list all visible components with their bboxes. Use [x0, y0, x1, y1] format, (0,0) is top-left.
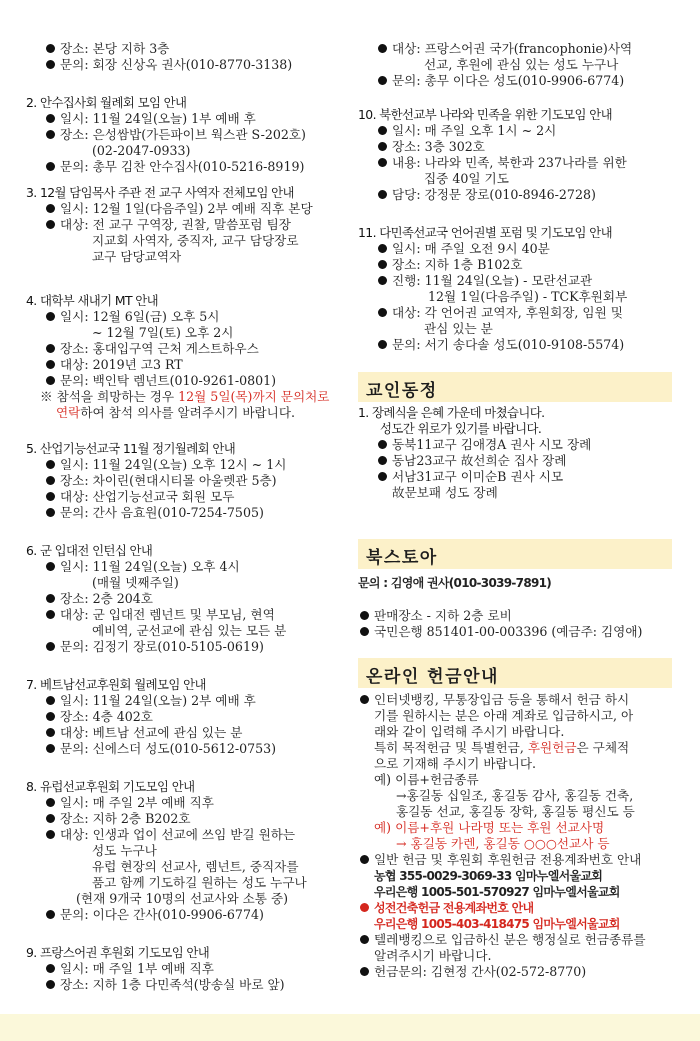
bullet-icon	[378, 440, 387, 449]
bullet-icon	[46, 728, 55, 737]
list-item: 일시: 매 주일 2부 예배 직후	[26, 795, 214, 811]
bullet-icon	[360, 903, 369, 912]
bullet-icon	[46, 162, 55, 171]
section-heading: 북스토아	[366, 548, 438, 568]
account-line: 농협 355-0029-3069-33 임마누엘서울교회	[374, 869, 603, 883]
bullet-icon	[378, 260, 387, 269]
bullet-icon	[46, 460, 55, 469]
list-item: 일반 헌금 및 후원회 후원헌금 전용계좌번호 안내	[358, 852, 641, 868]
section-header-box	[358, 539, 672, 569]
bullet-icon	[46, 610, 55, 619]
list-item: 헌금문의: 김현정 간사(02-572-8770)	[358, 964, 586, 980]
account-line: 우리은행 1005-501-570927 임마누엘서울교회	[374, 885, 620, 899]
list-item-cont: 집중 40일 기도	[424, 171, 509, 186]
bullet-icon	[46, 476, 55, 485]
list-item: 텔레뱅킹으로 입금하신 분은 행정실로 헌금종류를	[358, 932, 646, 948]
list-item: 장소: 은성쌈밥(가든파이브 웍스관 S-202호)	[26, 127, 306, 143]
bullet-icon	[46, 830, 55, 839]
list-item: 장소: 2층 204호	[26, 591, 153, 607]
section-title: 8. 유럽선교후원회 기도모임 안내	[26, 779, 195, 794]
bullet-icon	[360, 627, 369, 636]
paragraph-line: 특히 목적헌금 및 특별헌금, 후원헌금은 구체적	[374, 740, 630, 755]
list-item: 일시: 매 주일 1부 예배 직후	[26, 961, 214, 977]
list-item-cont: 성도 누구나	[92, 843, 157, 858]
bullet-icon	[378, 340, 387, 349]
section-title: 4. 대학부 새내기 MT 안내	[26, 293, 158, 308]
list-item: 문의: 김정기 장로(010-5105-0619)	[26, 639, 264, 655]
list-item: 문의: 서기 송다솔 성도(010-9108-5574)	[358, 337, 624, 353]
list-item: 장소: 지하 1층 B102호	[358, 257, 523, 273]
list-item-cont: 故문보패 성도 장례	[392, 485, 498, 500]
section-title: 6. 군 입대전 인턴십 안내	[26, 543, 153, 558]
bullet-icon	[46, 44, 55, 53]
list-item: 동북11교구 김애경A 권사 시모 장례	[358, 437, 591, 453]
bullet-icon	[46, 562, 55, 571]
bullet-icon	[46, 594, 55, 603]
list-item-cont: (매월 넷째주일)	[92, 575, 179, 590]
list-item: 내용: 나라와 민족, 북한과 237나라를 위한	[358, 155, 627, 171]
paragraph-line: 기를 원하시는 분은 아래 계좌로 입금하시고, 아	[374, 708, 634, 723]
list-item: 성전건축헌금 전용계좌번호 안내	[358, 900, 533, 916]
paragraph-line: 래와 같이 입력해 주시기 바랍니다.	[374, 724, 565, 739]
bullet-icon	[46, 642, 55, 651]
section-header-box	[358, 372, 672, 402]
bullet-icon	[46, 312, 55, 321]
news-item-title: 1. 장례식을 은혜 가운데 마쳤습니다.	[358, 405, 545, 420]
list-item: 일시: 매 주일 오후 1시 ~ 2시	[358, 123, 556, 139]
list-item: 일시: 11월 24일(오늘) 오후 4시	[26, 559, 240, 575]
example-line: →홍길동 십일조, 홍길동 감사, 홍길동 건축,	[396, 788, 634, 803]
bullet-icon	[46, 798, 55, 807]
list-item: 장소: 차이린(현대시티몰 아울렛관 5층)	[26, 473, 277, 489]
list-item: 문의: 총무 김찬 안수집사(010-5216-8919)	[26, 159, 304, 175]
list-item-cont: 선교, 후원에 관심 있는 성도 누구나	[424, 57, 619, 72]
bullet-icon	[46, 508, 55, 517]
list-item-cont: 예비역, 군선교에 관심 있는 모든 분	[92, 623, 287, 638]
notice-line: ※ 참석을 희망하는 경우 12월 5일(목)까지 문의처로	[40, 389, 330, 404]
list-item: 장소: 4층 402호	[26, 709, 153, 725]
list-item: 장소: 본당 지하 3층	[26, 41, 169, 57]
bullet-icon	[46, 712, 55, 721]
list-item: 대상: 산업기능선교국 회원 모두	[26, 489, 234, 505]
list-item: 장소: 홍대입구역 근처 게스트하우스	[26, 341, 259, 357]
bullet-icon	[46, 814, 55, 823]
list-item: 문의: 총무 이다은 성도(010-9906-6774)	[358, 73, 624, 89]
bullet-icon	[360, 855, 369, 864]
list-item: 일시: 11월 24일(오늘) 1부 예배 후	[26, 111, 256, 127]
list-item: 문의: 간사 음효원(010-7254-7505)	[26, 505, 264, 521]
list-item-cont: 지교회 사역자, 중직자, 교구 담당장로	[92, 233, 299, 248]
list-item-cont: 관심 있는 분	[424, 321, 493, 336]
bullet-icon	[46, 220, 55, 229]
bullet-icon	[378, 472, 387, 481]
list-item-cont: (현재 9개국 10명의 선교사와 소통 중)	[76, 891, 289, 906]
list-item: 대상: 인생과 업이 선교에 쓰임 받길 원하는	[26, 827, 295, 843]
example-line: 예) 이름+헌금종류	[374, 772, 479, 787]
section-title: 2. 안수집사회 월례회 모임 안내	[26, 95, 187, 110]
list-item: 장소: 3층 302호	[358, 139, 485, 155]
example-line: 홍길동 선교, 홍길동 장학, 홍길동 평신도 등	[396, 804, 635, 819]
list-item: 진행: 11월 24일(오늘) - 모란선교관	[358, 273, 592, 289]
list-item: 문의: 백인탁 렘넌트(010-9261-0801)	[26, 373, 276, 389]
bullet-icon	[46, 492, 55, 501]
section-title: 3. 12월 담임목사 주관 전 교구 사역자 전체모임 안내	[26, 185, 294, 200]
list-item: 문의: 신에스더 성도(010-5612-0753)	[26, 741, 276, 757]
section-title: 9. 프랑스어권 후원회 기도모임 안내	[26, 945, 210, 960]
contact-line: 문의 : 김영애 권사(010-3039-7891)	[358, 576, 552, 590]
list-item: 장소: 지하 2층 B202호	[26, 811, 191, 827]
section-title: 5. 산업기능선교국 11월 정기월례회 안내	[26, 441, 236, 456]
bullet-icon	[360, 695, 369, 704]
paragraph-line: 으로 기재해 주시기 바랍니다.	[374, 756, 536, 771]
list-item: 대상: 프랑스어권 국가(francophonie)사역	[358, 41, 632, 57]
list-item: 대상: 전 교구 구역장, 권찰, 말씀포럼 팀장	[26, 217, 291, 233]
bullet-icon	[46, 964, 55, 973]
notice-line: 연락하여 참석 의사를 알려주시기 바랍니다.	[56, 405, 296, 420]
section-heading: 온라인 헌금안내	[366, 667, 499, 687]
list-item: 서남31교구 이미순B 권사 시모	[358, 469, 563, 485]
list-item: 일시: 11월 24일(오늘) 오후 12시 ~ 1시	[26, 457, 286, 473]
list-item: 대상: 각 언어권 교역자, 후원회장, 임원 및	[358, 305, 623, 321]
example-line: 예) 이름+후원 나라명 또는 후원 선교사명	[374, 820, 605, 835]
list-item: 일시: 11월 24일(오늘) 2부 예배 후	[26, 693, 256, 709]
bullet-icon	[46, 910, 55, 919]
bullet-icon	[46, 696, 55, 705]
list-item: 인터넷뱅킹, 무통장입금 등을 통해서 헌금 하시	[358, 692, 629, 708]
bullet-icon	[378, 158, 387, 167]
list-item: 국민은행 851401-00-003396 (예금주: 김영애)	[358, 624, 642, 640]
bullet-icon	[360, 967, 369, 976]
list-item: 대상: 군 입대전 렘넌트 및 부모님, 현역	[26, 607, 275, 623]
bullet-icon	[378, 244, 387, 253]
bullet-icon	[46, 60, 55, 69]
list-item-cont: 유럽 현장의 선교사, 렘넌트, 중직자를	[92, 859, 299, 874]
bullet-icon	[46, 744, 55, 753]
bullet-icon	[378, 76, 387, 85]
list-item-cont: 품고 함께 기도하길 원하는 성도 누구나	[92, 875, 307, 890]
list-item: 판매장소 - 지하 2층 로비	[358, 608, 512, 624]
bullet-icon	[378, 276, 387, 285]
list-item: 문의: 회장 신상옥 권사(010-8770-3138)	[26, 57, 292, 73]
section-title: 10. 북한선교부 나라와 민족을 위한 기도모임 안내	[358, 107, 612, 122]
list-item: 일시: 12월 6일(금) 오후 5시	[26, 309, 219, 325]
list-item-cont: 12월 1일(다음주일) - TCK후원회부	[428, 289, 628, 304]
bullet-icon	[46, 114, 55, 123]
bullet-icon	[378, 142, 387, 151]
list-item: 대상: 베트남 선교에 관심 있는 분	[26, 725, 242, 741]
bullet-icon	[360, 611, 369, 620]
bullet-icon	[46, 204, 55, 213]
section-title: 11. 다민족선교국 언어권별 포럼 및 기도모임 안내	[358, 225, 612, 240]
example-line: → 홍길동 카렌, 홍길동 ○○○선교사 등	[396, 836, 610, 851]
list-item: 일시: 매 주일 오전 9시 40분	[358, 241, 550, 257]
paragraph-line: 알려주시기 바랍니다.	[374, 948, 492, 963]
bullet-icon	[378, 190, 387, 199]
list-item: 동남23교구 故선희순 집사 장례	[358, 453, 566, 469]
section-title: 7. 베트남선교후원회 월례모임 안내	[26, 677, 206, 692]
bullet-icon	[378, 44, 387, 53]
list-item-cont: ~ 12월 7일(토) 오후 2시	[92, 325, 234, 340]
list-item: 일시: 12월 1일(다음주일) 2부 예배 직후 본당	[26, 201, 313, 217]
list-item: 문의: 이다은 간사(010-9906-6774)	[26, 907, 264, 923]
section-header-box	[358, 658, 672, 688]
list-item-cont: (02-2047-0933)	[92, 143, 191, 158]
bullet-icon	[46, 130, 55, 139]
account-line: 우리은행 1005-403-418475 임마누엘서울교회	[374, 917, 620, 931]
news-item-cont: 성도간 위로가 있기를 바랍니다.	[380, 421, 542, 436]
list-item: 대상: 2019년 고3 RT	[26, 357, 183, 373]
bullet-icon	[360, 935, 369, 944]
bullet-icon	[378, 126, 387, 135]
bullet-icon	[378, 456, 387, 465]
list-item-cont: 교구 담당교역자	[92, 249, 182, 264]
bullet-icon	[46, 376, 55, 385]
list-item: 담당: 강정문 장로(010-8946-2728)	[358, 187, 596, 203]
bullet-icon	[378, 308, 387, 317]
bullet-icon	[46, 344, 55, 353]
bullet-icon	[46, 980, 55, 989]
bullet-icon	[46, 360, 55, 369]
section-heading: 교인동정	[366, 381, 438, 401]
list-item: 장소: 지하 1층 다민족석(방송실 바로 앞)	[26, 977, 285, 993]
